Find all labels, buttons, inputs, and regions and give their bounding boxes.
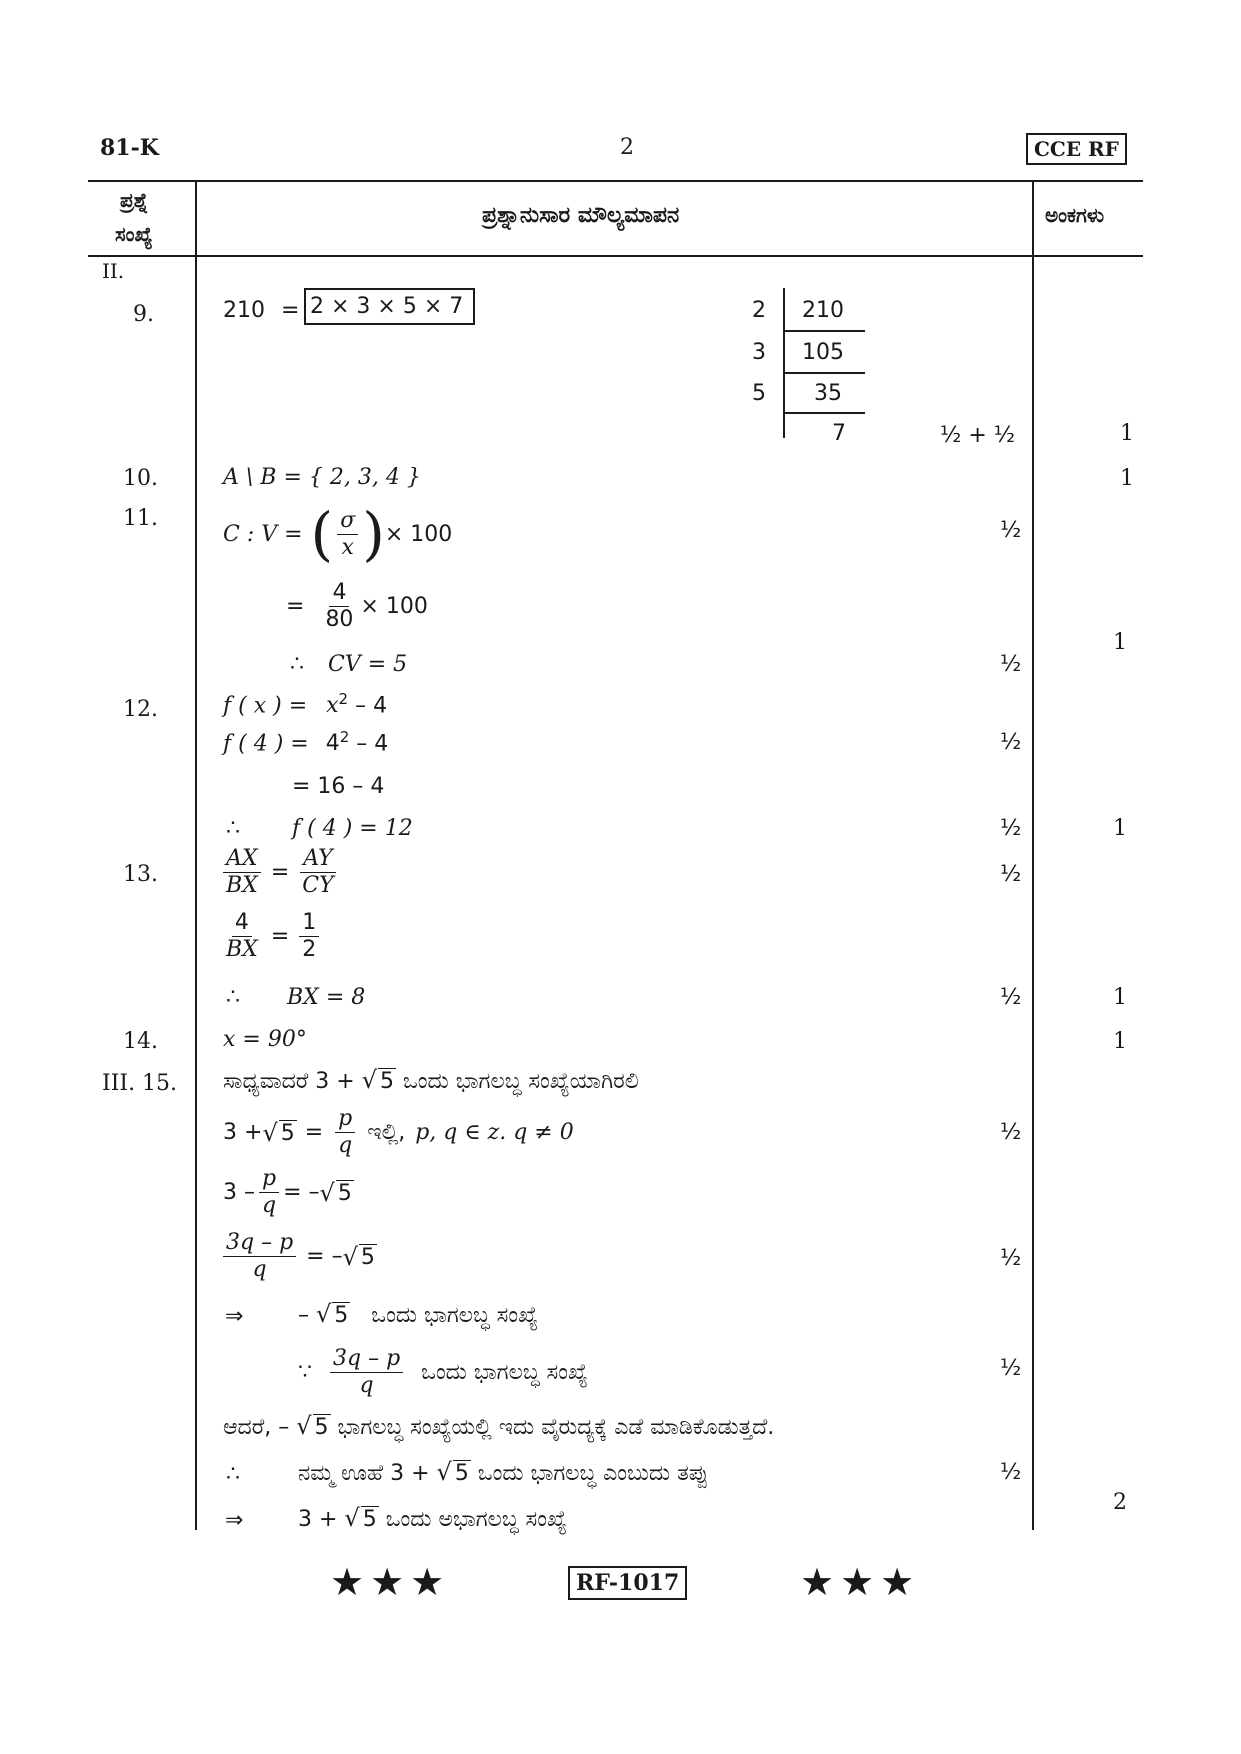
q15-root5: 5	[334, 1303, 349, 1328]
half-mark: ½	[1000, 1120, 1022, 1145]
question-number: 9.	[133, 302, 154, 327]
half-mark: ½ + ½	[940, 423, 1016, 448]
q15-line7: ಆದರೆ, – √ 5 ಭಾಗಲಬ್ಧ ಸಂಖ್ಯೆಯಲ್ಲಿ ಇದು ವೈರುದ್ಯಕ್ಕೆ ಎಡೆ ಮಾಡಿಕೊಡುತ್ತದೆ.	[223, 1412, 775, 1440]
q13-line2	[223, 910, 323, 963]
column-header-marks: ಅಂಕಗಳು	[1045, 203, 1105, 227]
question-number: 12.	[123, 697, 158, 722]
q13-f4n: 1	[299, 910, 319, 937]
q12-line2b: 4	[325, 731, 340, 757]
q12-line1b: x	[326, 693, 339, 719]
q13-f2d: CY	[302, 873, 334, 898]
q11-times2: × 100	[360, 594, 428, 619]
page-number: 2	[620, 135, 634, 160]
q11-x: x	[341, 534, 354, 560]
half-mark: ½	[1000, 730, 1022, 755]
footer-code-box: RF-1017	[568, 1566, 687, 1600]
q9-lhs: 210	[223, 298, 265, 323]
q15-root5: 5	[337, 1180, 352, 1206]
q11-times: × 100	[384, 521, 453, 547]
half-mark: ½	[1000, 816, 1022, 841]
q15-l6n: 3q – p	[330, 1346, 403, 1373]
q15-l1b: ಒಂದು ಭಾಗಲಬ್ಧ ಸಂಖ್ಯೆಯಾಗಿರಲಿ	[396, 1069, 639, 1094]
q15-l2a: 3 +	[223, 1120, 263, 1145]
q11-eq2: =	[286, 594, 305, 619]
q13-eq2: =	[270, 924, 290, 949]
q15-l7b: ಭಾಗಲಬ್ಧ ಸಂಖ್ಯೆಯಲ್ಲಿ ಇದು ವೈರುದ್ಯಕ್ಕೆ ಎಡೆ ಮಾಡಿಕೊಡುತ್ತದೆ.	[330, 1415, 775, 1440]
q15-l9a: 3 +	[298, 1507, 345, 1532]
division-value: 35	[814, 381, 842, 406]
division-divisor: 2	[752, 298, 766, 323]
q15-root5: 5	[360, 1244, 375, 1270]
division-divisor: 3	[752, 340, 766, 365]
q15-q: q	[252, 1257, 267, 1282]
q15-l8a: ನಮ್ಮ ಊಹೆ 3 +	[298, 1461, 437, 1486]
q11-result: CV = 5	[328, 652, 408, 677]
column-header-qno-1: ಪ್ರಶ್ನೆ	[120, 188, 149, 212]
q15-l4b: = –	[306, 1244, 343, 1269]
q13-f1n: AX	[223, 846, 261, 873]
q11-sigma: σ	[337, 508, 358, 535]
division-rule	[783, 330, 865, 332]
q12-line4: f ( 4 ) = 12	[292, 816, 413, 841]
implies-symbol: ⇒	[225, 1508, 244, 1533]
because-symbol: ∵	[298, 1360, 312, 1385]
q15-l3b: = –	[283, 1180, 320, 1205]
q15-l6b: ಒಂದು ಭಾಗಲಬ್ಧ ಸಂಖ್ಯೆ	[421, 1360, 588, 1385]
q15-q: q	[338, 1133, 353, 1158]
half-mark: ½	[1000, 862, 1022, 887]
division-vertical-rule	[783, 288, 785, 438]
q15-line2: 3 + √ 5 = $\frac{p}{q}$ ಇಲ್ಲಿ, p, q ∈ z. q ≠ 0	[223, 1106, 574, 1158]
q12-line2sup: 2	[339, 728, 350, 746]
column-header-qno-2: ಸಂಖ್ಯೆ	[115, 222, 153, 246]
q15-p: p	[259, 1166, 279, 1193]
column-header-scheme: ಪ್ರಶ್ನಾನುಸಾರ ಮೌಲ್ಯಮಾಪನ	[482, 203, 680, 228]
table-top-rule	[88, 180, 1143, 182]
q15-p: p	[335, 1106, 355, 1133]
q11-num: 4	[329, 580, 349, 607]
q15-l2c: p, q ∈ z. q ≠ 0	[415, 1120, 574, 1145]
q12-line1sup: 2	[338, 690, 349, 708]
therefore-symbol: ∴	[226, 985, 240, 1010]
half-mark: ½	[1000, 985, 1022, 1010]
q11-lhs: C : V =	[223, 521, 303, 547]
total-mark: 1	[1120, 466, 1134, 491]
half-mark: ½	[1000, 1460, 1022, 1485]
question-number: 11.	[123, 506, 158, 531]
q15-line9: 3 + √ 5 ಒಂದು ಅಭಾಗಲಬ್ಧ ಸಂಖ್ಯೆ	[298, 1504, 567, 1532]
q13-f1d: BX	[226, 873, 258, 898]
q11-line2	[286, 580, 428, 633]
q9-equals: =	[281, 298, 300, 323]
q15-root5: 5	[280, 1120, 295, 1146]
q15-line5: – √ 5 ಒಂದು ಭಾಗಲಬ್ಧ ಸಂಖ್ಯೆ	[298, 1300, 539, 1328]
q13-result: BX = 8	[287, 985, 366, 1010]
total-mark: 2	[1113, 1490, 1127, 1515]
q12-line1	[223, 690, 387, 718]
total-mark: 1	[1113, 985, 1127, 1010]
q15-line3: 3 – $\frac{p}{q}$ = – √ 5	[223, 1166, 352, 1218]
q12-line2a: f ( 4 ) =	[223, 731, 309, 757]
q13-line1	[223, 846, 341, 899]
total-mark: 1	[1120, 421, 1134, 446]
division-value: 210	[802, 298, 844, 323]
question-number: 10.	[123, 466, 158, 491]
q10-expression: A \ B = { 2, 3, 4 }	[223, 465, 421, 490]
q12-line1a: f ( x ) =	[223, 693, 308, 719]
q12-line1c: – 4	[348, 693, 388, 719]
division-value: 105	[802, 340, 844, 365]
column-divider-right	[1032, 180, 1034, 1530]
paper-code: 81-K	[100, 135, 159, 161]
q15-root5: 5	[380, 1069, 395, 1094]
q11-den: 80	[325, 607, 354, 632]
q15-line6	[298, 1346, 588, 1399]
q15-root5: 5	[454, 1461, 469, 1486]
q11-line1: C : V = ( $\frac{\sigma}{x}$ ) × 100	[223, 500, 453, 568]
implies-symbol: ⇒	[225, 1304, 244, 1329]
half-mark: ½	[1000, 1356, 1022, 1381]
half-mark: ½	[1000, 518, 1022, 543]
q14-expression: x = 90°	[223, 1027, 307, 1052]
q15-root5: 5	[314, 1415, 329, 1440]
q15-l8b: ಒಂದು ಭಾಗಲಬ್ಧ ಎಂಬುದು ತಪ್ಪು	[470, 1461, 709, 1486]
q12-line2	[223, 728, 388, 756]
q9-boxed-answer: 2 × 3 × 5 × 7	[304, 288, 475, 325]
footer-stars-right: ★★★	[800, 1560, 921, 1604]
q15-l2b: ಇಲ್ಲಿ,	[367, 1120, 406, 1145]
q15-q: q	[262, 1193, 277, 1218]
question-number: 14.	[123, 1029, 158, 1054]
section-label-ii: II.	[102, 259, 125, 283]
division-rule	[783, 372, 865, 374]
q13-f3d: BX	[226, 937, 258, 962]
q15-line4: $\frac{3q - p}{q}$ = – √ 5	[223, 1230, 377, 1283]
q13-f4d: 2	[302, 937, 317, 962]
q15-l9b: ಒಂದು ಅಭಾಗಲಬ್ಧ ಸಂಖ್ಯೆ	[378, 1507, 567, 1532]
q15-l1a: ಸಾಧ್ಯವಾದರೆ 3 +	[223, 1069, 362, 1094]
q15-root5: 5	[362, 1507, 377, 1532]
q15-l7a: ಆದರೆ, –	[223, 1415, 297, 1440]
division-value: 7	[832, 421, 846, 446]
half-mark: ½	[1000, 652, 1022, 677]
q13-f2n: AY	[300, 846, 336, 873]
column-divider-left	[195, 180, 197, 1530]
therefore-symbol: ∴	[226, 1462, 240, 1487]
q15-line1: ಸಾಧ್ಯವಾದರೆ 3 + √ 5 ಒಂದು ಭಾಗಲಬ್ಧ ಸಂಖ್ಯೆಯಾಗಿರಲಿ	[223, 1066, 639, 1094]
q15-l2eq: =	[304, 1120, 324, 1145]
division-divisor: 5	[752, 381, 766, 406]
division-rule	[783, 412, 865, 414]
question-number: 13.	[123, 862, 158, 887]
q12-line3: = 16 – 4	[292, 774, 385, 799]
q15-l5b: ಒಂದು ಭಾಗಲಬ್ಧ ಸಂಖ್ಯೆ	[371, 1303, 539, 1328]
total-mark: 1	[1113, 1029, 1127, 1054]
question-number: III. 15.	[102, 1071, 178, 1096]
footer-stars-left: ★★★	[330, 1560, 451, 1604]
q15-l3a: 3 –	[223, 1180, 255, 1205]
q15-l4n: 3q – p	[223, 1230, 296, 1257]
q12-line2c: – 4	[349, 731, 389, 757]
q13-f3n: 4	[232, 910, 252, 937]
q13-eq: =	[270, 860, 290, 885]
total-mark: 1	[1113, 816, 1127, 841]
q15-line8: ನಮ್ಮ ಊಹೆ 3 + √ 5 ಒಂದು ಭಾಗಲಬ್ಧ ಎಂಬುದು ತಪ್ಪು	[298, 1458, 709, 1486]
q15-q: q	[359, 1373, 374, 1398]
table-header-rule	[88, 255, 1143, 257]
scheme-code-box: CCE RF	[1026, 133, 1127, 165]
q15-l5a: –	[298, 1303, 316, 1328]
therefore-symbol: ∴	[226, 816, 240, 841]
total-mark: 1	[1113, 630, 1127, 655]
therefore-symbol: ∴	[290, 652, 304, 677]
half-mark: ½	[1000, 1246, 1022, 1271]
